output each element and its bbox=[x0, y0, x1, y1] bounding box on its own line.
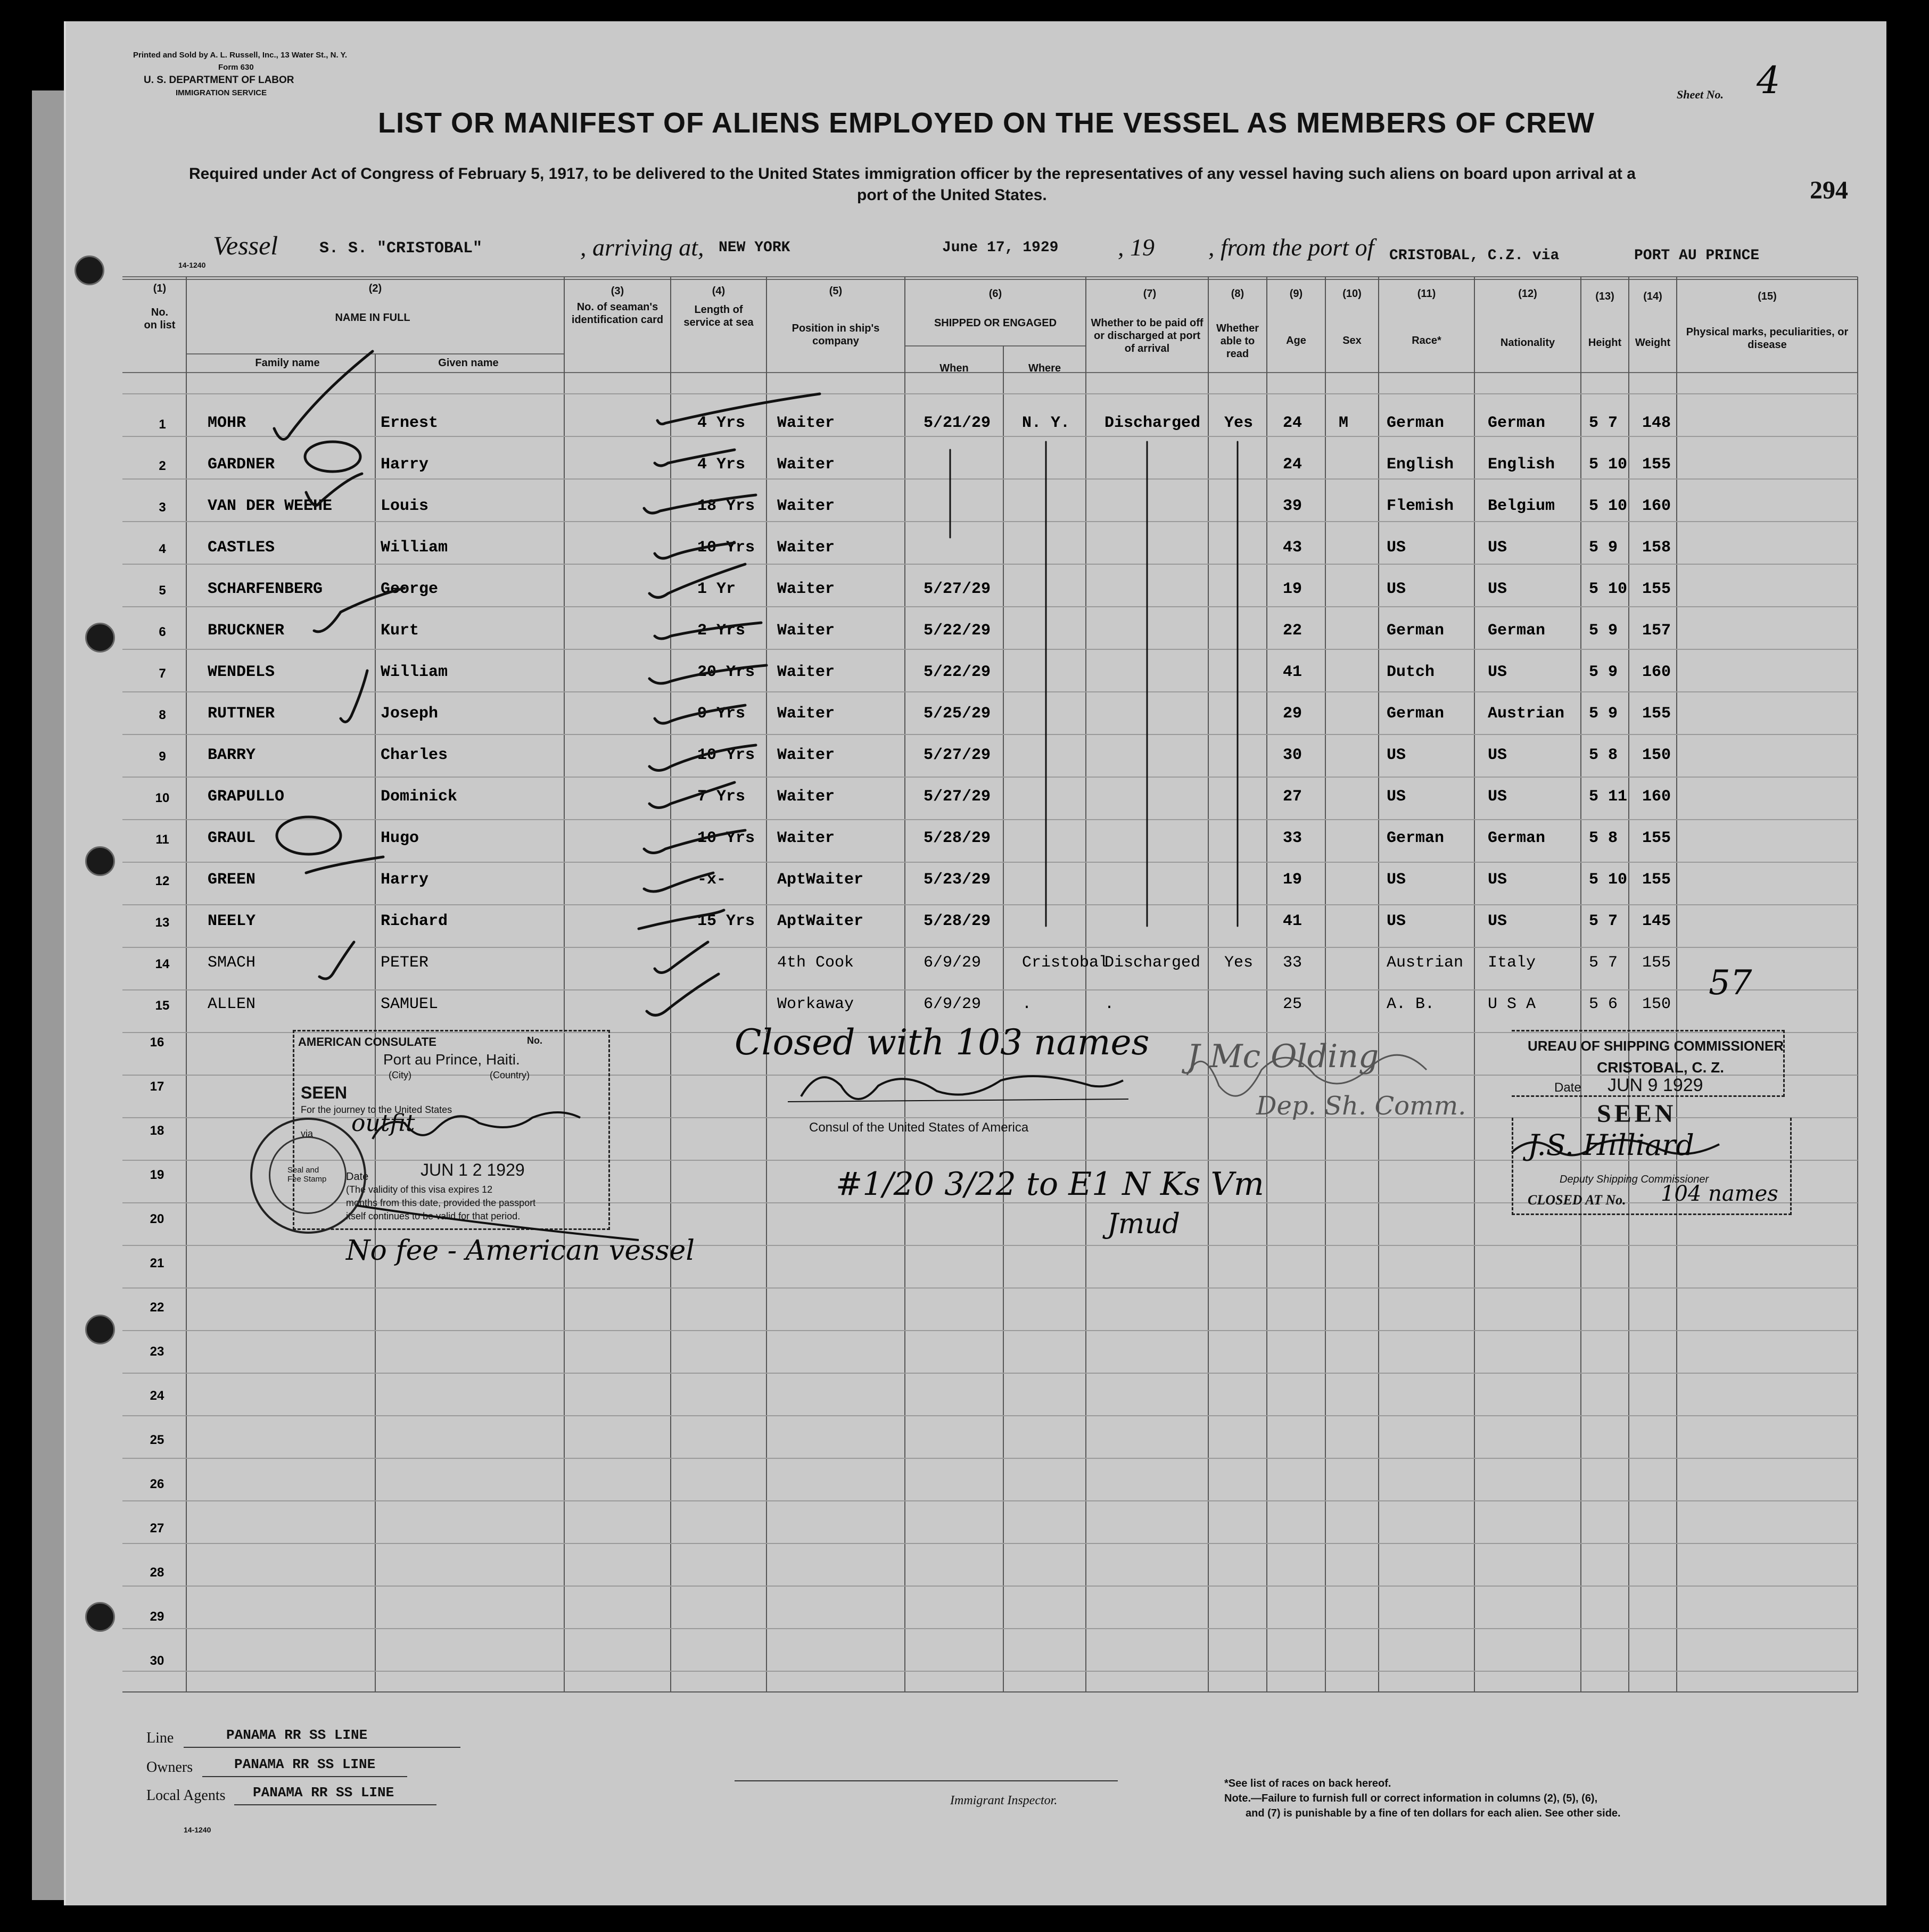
row-nationality: English bbox=[1488, 456, 1555, 474]
col-8-label: Whether able to read bbox=[1216, 323, 1259, 360]
row-given: William bbox=[381, 539, 448, 557]
row-service: 10 Yrs bbox=[697, 746, 755, 764]
row-when: 6/9/29 bbox=[924, 995, 982, 1013]
vessel-name: S. S. "CRISTOBAL" bbox=[319, 240, 483, 258]
page-title: LIST OR MANIFEST OF ALIENS EMPLOYED ON THE VESSEL AS MEMBERS OF CREW bbox=[378, 107, 1595, 139]
col-2-label: NAME IN FULL bbox=[335, 312, 410, 324]
form-code: 14-1240 bbox=[178, 261, 206, 269]
col-1-label: No. on list bbox=[144, 307, 176, 331]
row-position: Waiter bbox=[777, 580, 835, 598]
row-age: 41 bbox=[1283, 663, 1303, 681]
col-15-num: (15) bbox=[1758, 291, 1777, 302]
row-n: 6 bbox=[159, 625, 166, 639]
col-4-label: Length of service at sea bbox=[683, 304, 754, 328]
line-label: Line bbox=[146, 1730, 174, 1746]
row-given: Kurt bbox=[381, 622, 419, 640]
row-given: Richard bbox=[381, 912, 448, 930]
row-weight: 160 bbox=[1642, 497, 1671, 515]
arriving-port: NEW YORK bbox=[719, 240, 790, 256]
consulate-via: via bbox=[301, 1128, 314, 1139]
row-weight: 160 bbox=[1642, 663, 1671, 681]
footer-divider bbox=[122, 1691, 1858, 1692]
consulate-city-label: (City) bbox=[389, 1070, 411, 1080]
col-8-num: (8) bbox=[1231, 288, 1244, 300]
row-position: Waiter bbox=[777, 705, 835, 723]
row-weight: 148 bbox=[1642, 414, 1671, 432]
row-given: George bbox=[381, 580, 439, 598]
row-family: GRAUL bbox=[208, 829, 256, 847]
subtitle-line-1: Required under Act of Congress of February 5, 1917, to be delivered to the United States immigration officer by the representatives of any vessel having such aliens on board upon arrival at a bbox=[189, 165, 1636, 183]
consul-note: #1/20 3/22 to E1 N Ks Vm bbox=[836, 1166, 1264, 1203]
row-nationality: US bbox=[1488, 580, 1507, 598]
row-family: SMACH bbox=[208, 954, 256, 972]
col-13-label: Height bbox=[1588, 337, 1622, 349]
row-age: 24 bbox=[1283, 414, 1303, 432]
consulate-seen: SEEN bbox=[301, 1083, 348, 1102]
row-given: Hugo bbox=[381, 829, 419, 847]
row-race: US bbox=[1387, 580, 1406, 598]
consulate-country-label: (Country) bbox=[490, 1070, 530, 1080]
row-age: 43 bbox=[1283, 539, 1303, 557]
department: U. S. DEPARTMENT OF LABOR bbox=[144, 75, 294, 86]
footer-note-2: Note.—Failure to furnish full or correct information in columns (2), (5), (6), bbox=[1224, 1793, 1598, 1804]
consulate-city: Port au Prince, Haiti. bbox=[383, 1051, 520, 1068]
row-service: 1 Yr bbox=[697, 580, 736, 598]
row-where: Cristobal bbox=[1022, 954, 1109, 972]
row-n: 15 bbox=[155, 998, 170, 1013]
row-when: 5/22/29 bbox=[924, 622, 991, 640]
row-given: Louis bbox=[381, 497, 429, 515]
row-position: Waiter bbox=[777, 829, 835, 847]
year-label: , 19 bbox=[1118, 234, 1155, 261]
row-discharged: Discharged bbox=[1104, 954, 1201, 972]
owners-value: PANAMA RR SS LINE bbox=[234, 1756, 376, 1772]
col-9-num: (9) bbox=[1289, 288, 1303, 300]
row-weight: 157 bbox=[1642, 622, 1671, 640]
row-race: German bbox=[1387, 414, 1445, 432]
col-1-num: (1) bbox=[153, 283, 167, 294]
consulate-hand-fee: No fee - American vessel bbox=[346, 1235, 695, 1267]
row-service: 4 Yrs bbox=[697, 456, 746, 474]
row-when: 5/21/29 bbox=[924, 414, 991, 432]
row-service: 15 Yrs bbox=[697, 912, 755, 930]
row-sex: M bbox=[1339, 414, 1349, 432]
consul-caption: Consul of the United States of America bbox=[809, 1120, 1029, 1135]
row-nationality: US bbox=[1488, 871, 1507, 889]
row-nationality: Italy bbox=[1488, 954, 1536, 972]
row-service: 20 Yrs bbox=[697, 663, 755, 681]
sheet-label: Sheet No. bbox=[1677, 88, 1724, 101]
row-age: 33 bbox=[1283, 829, 1303, 847]
owners-rule bbox=[202, 1776, 407, 1777]
row-number: 19 bbox=[150, 1168, 164, 1182]
row-age: 24 bbox=[1283, 456, 1303, 474]
row-weight: 160 bbox=[1642, 788, 1671, 806]
row-when: 5/23/29 bbox=[924, 871, 991, 889]
row-given: Ernest bbox=[381, 414, 439, 432]
col-6-label: SHIPPED OR ENGAGED bbox=[934, 317, 1057, 329]
row-position: AptWaiter bbox=[777, 912, 864, 930]
row-n: 3 bbox=[159, 500, 166, 515]
row-race: English bbox=[1387, 456, 1454, 474]
row-n: 5 bbox=[159, 583, 166, 598]
row-weight: 158 bbox=[1642, 539, 1671, 557]
row-weight: 155 bbox=[1642, 580, 1671, 598]
row-race: Austrian bbox=[1387, 954, 1464, 972]
row-position: Waiter bbox=[777, 456, 835, 474]
col-11-num: (11) bbox=[1417, 288, 1436, 300]
row-given: PETER bbox=[381, 954, 429, 972]
row-when: 5/22/29 bbox=[924, 663, 991, 681]
row-service: 18 Yrs bbox=[697, 497, 755, 515]
row-age: 39 bbox=[1283, 497, 1303, 515]
subtitle-line-2: port of the United States. bbox=[857, 186, 1047, 204]
shipping-stamp-role: Deputy Shipping Commissioner bbox=[1560, 1174, 1709, 1185]
row-family: GRAPULLO bbox=[208, 788, 285, 806]
service: IMMIGRATION SERVICE bbox=[176, 88, 267, 97]
row-service: 7 Yrs bbox=[697, 788, 746, 806]
row-given: Harry bbox=[381, 456, 429, 474]
row-nationality: US bbox=[1488, 788, 1507, 806]
row-number: 25 bbox=[150, 1433, 164, 1447]
row-age: 30 bbox=[1283, 746, 1303, 764]
row-family: GREEN bbox=[208, 871, 256, 889]
row-family: SCHARFENBERG bbox=[208, 580, 323, 598]
row-height: 5 9 bbox=[1589, 539, 1618, 557]
col-7-label: Whether to be paid off or discharged at port of arrival bbox=[1091, 317, 1203, 354]
row-weight: 155 bbox=[1642, 829, 1671, 847]
row-nationality: US bbox=[1488, 746, 1507, 764]
row-service: 10 Yrs bbox=[697, 829, 755, 847]
consulate-header: AMERICAN CONSULATE bbox=[298, 1035, 436, 1048]
col-3-label: No. of seaman's identification card bbox=[571, 301, 664, 326]
row-race: German bbox=[1387, 622, 1445, 640]
row-race: US bbox=[1387, 746, 1406, 764]
row-when: 5/27/29 bbox=[924, 580, 991, 598]
shipping-stamp-closed-label: CLOSED AT No. bbox=[1528, 1192, 1626, 1208]
row-weight: 150 bbox=[1642, 995, 1671, 1013]
row-age: 22 bbox=[1283, 622, 1303, 640]
row-age: 25 bbox=[1283, 995, 1303, 1013]
footer-code: 14-1240 bbox=[184, 1826, 211, 1834]
row-height: 5 7 bbox=[1589, 414, 1618, 432]
row-height: 5 9 bbox=[1589, 705, 1618, 723]
shipping-stamp-line1: UREAU OF SHIPPING COMMISSIONER bbox=[1528, 1038, 1784, 1054]
row-age: 29 bbox=[1283, 705, 1303, 723]
footer-note-3: and (7) is punishable by a fine of ten dollars for each alien. See other side. bbox=[1246, 1807, 1621, 1819]
row-weight: 155 bbox=[1642, 954, 1671, 972]
col-6-num: (6) bbox=[988, 288, 1002, 300]
col-2-num: (2) bbox=[368, 283, 382, 294]
row-height: 5 10 bbox=[1589, 497, 1628, 515]
row-number: 29 bbox=[150, 1609, 164, 1624]
row-given: Dominick bbox=[381, 788, 458, 806]
row-position: Waiter bbox=[777, 414, 835, 432]
col-13-num: (13) bbox=[1595, 291, 1614, 302]
via-port: PORT AU PRINCE bbox=[1634, 247, 1760, 264]
row-race: German bbox=[1387, 829, 1445, 847]
row-height: 5 9 bbox=[1589, 622, 1618, 640]
col-12-label: Nationality bbox=[1500, 337, 1555, 349]
consulate-validity-2: months from this date, provided the passport bbox=[346, 1198, 536, 1208]
col-6-where: Where bbox=[1028, 362, 1061, 374]
row-nationality: US bbox=[1488, 539, 1507, 557]
consul-closed-note: Closed with 103 names bbox=[735, 1022, 1150, 1063]
from-port-label: , from the port of bbox=[1208, 234, 1374, 261]
sheet-number: 4 bbox=[1757, 59, 1780, 102]
row-when: 5/28/29 bbox=[924, 829, 991, 847]
row-family: BRUCKNER bbox=[208, 622, 285, 640]
row-age: 19 bbox=[1283, 871, 1303, 889]
row-family: VAN DER WEEHE bbox=[208, 497, 333, 515]
col-7-num: (7) bbox=[1143, 288, 1157, 300]
row-position: Waiter bbox=[777, 539, 835, 557]
row-n: 13 bbox=[155, 915, 170, 930]
col-11-label: Race* bbox=[1412, 335, 1441, 346]
consulate-date: JUN 1 2 1929 bbox=[421, 1160, 525, 1179]
inspector-label: Immigrant Inspector. bbox=[950, 1794, 1058, 1807]
consulate-no-label: No. bbox=[527, 1035, 542, 1046]
row-nationality: U S A bbox=[1488, 995, 1536, 1013]
form-number: Form 630 bbox=[218, 63, 254, 72]
row-n: 7 bbox=[159, 666, 166, 681]
row-given: Charles bbox=[381, 746, 448, 764]
row15-mark: 57 bbox=[1709, 963, 1752, 1003]
row-height: 5 7 bbox=[1589, 954, 1618, 972]
footer-note-1: *See list of races on back hereof. bbox=[1224, 1778, 1391, 1789]
from-port: CRISTOBAL, C.Z. via bbox=[1389, 247, 1560, 264]
shipping-stamp-closed-value: 104 names bbox=[1661, 1182, 1778, 1206]
row-when: 5/27/29 bbox=[924, 746, 991, 764]
row-service: 9 Yrs bbox=[697, 705, 746, 723]
row-nationality: US bbox=[1488, 663, 1507, 681]
row-age: 33 bbox=[1283, 954, 1303, 972]
row-number: 26 bbox=[150, 1477, 164, 1491]
row-nationality: German bbox=[1488, 414, 1546, 432]
row-n: 12 bbox=[155, 874, 170, 888]
row-number: 16 bbox=[150, 1035, 164, 1050]
row-position: Waiter bbox=[777, 788, 835, 806]
row-position: Waiter bbox=[777, 497, 835, 515]
row-position: Waiter bbox=[777, 663, 835, 681]
row-family: GARDNER bbox=[208, 456, 275, 474]
row-weight: 145 bbox=[1642, 912, 1671, 930]
row-position: AptWaiter bbox=[777, 871, 864, 889]
row-height: 5 10 bbox=[1589, 871, 1628, 889]
consulate-validity-3: itself continues to be valid for that period. bbox=[346, 1211, 521, 1221]
arriving-label: , arriving at, bbox=[580, 234, 704, 261]
row-weight: 155 bbox=[1642, 456, 1671, 474]
row-number: 22 bbox=[150, 1300, 164, 1315]
row-weight: 155 bbox=[1642, 705, 1671, 723]
shipping-stamp-seen: SEEN bbox=[1597, 1100, 1677, 1128]
row-family: MOHR bbox=[208, 414, 246, 432]
col-5-label: Position in ship's company bbox=[792, 323, 880, 347]
inspector-rule bbox=[735, 1780, 1118, 1781]
row-number: 27 bbox=[150, 1521, 164, 1535]
row-given: Harry bbox=[381, 871, 429, 889]
row-race: US bbox=[1387, 871, 1406, 889]
row-number: 24 bbox=[150, 1389, 164, 1403]
row-discharged: Discharged bbox=[1104, 414, 1201, 432]
row-n: 4 bbox=[159, 542, 166, 556]
row-n: 9 bbox=[159, 749, 166, 764]
row-number: 17 bbox=[150, 1079, 164, 1094]
row-position: Waiter bbox=[777, 746, 835, 764]
row-race: US bbox=[1387, 788, 1406, 806]
row-number: 20 bbox=[150, 1212, 164, 1226]
row-service: 4 Yrs bbox=[697, 414, 746, 432]
col-12-num: (12) bbox=[1518, 288, 1537, 300]
col-5-num: (5) bbox=[829, 285, 843, 297]
row-n: 11 bbox=[155, 832, 169, 847]
row-when: 6/9/29 bbox=[924, 954, 982, 972]
row-read: Yes bbox=[1224, 954, 1254, 972]
row-number: 18 bbox=[150, 1124, 164, 1138]
row-when: 5/28/29 bbox=[924, 912, 991, 930]
col-10-num: (10) bbox=[1342, 288, 1362, 300]
consulate-seal-label: Seal and Fee Stamp bbox=[287, 1166, 327, 1184]
col-15-label: Physical marks, peculiarities, or disease bbox=[1686, 326, 1849, 351]
row-when: 5/25/29 bbox=[924, 705, 991, 723]
row-age: 41 bbox=[1283, 912, 1303, 930]
row-service: -x- bbox=[697, 871, 727, 889]
row-height: 5 10 bbox=[1589, 580, 1628, 598]
col-9-label: Age bbox=[1286, 335, 1306, 346]
page-number: 294 bbox=[1810, 176, 1848, 204]
agents-rule bbox=[234, 1804, 436, 1805]
row-height: 5 8 bbox=[1589, 829, 1618, 847]
line-value: PANAMA RR SS LINE bbox=[226, 1727, 368, 1743]
row-where: N. Y. bbox=[1022, 414, 1070, 432]
consulate-date-label: Date bbox=[346, 1171, 369, 1183]
shipping-stamp-signature: J.S. Hilliard bbox=[1528, 1128, 1694, 1162]
arrival-date: June 17, 1929 bbox=[942, 240, 1059, 256]
row-discharged: . bbox=[1104, 995, 1115, 1013]
shipping-stamp-date: JUN 9 1929 bbox=[1608, 1075, 1703, 1095]
vessel-label: Vessel bbox=[213, 230, 278, 260]
row-weight: 155 bbox=[1642, 871, 1671, 889]
row-when: 5/27/29 bbox=[924, 788, 991, 806]
row-race: US bbox=[1387, 912, 1406, 930]
agents-label: Local Agents bbox=[146, 1787, 226, 1804]
row-number: 23 bbox=[150, 1344, 164, 1359]
row-family: CASTLES bbox=[208, 539, 275, 557]
owners-label: Owners bbox=[146, 1759, 193, 1776]
row-n: 1 bbox=[159, 417, 166, 432]
row-read: Yes bbox=[1224, 414, 1254, 432]
col-14-num: (14) bbox=[1643, 291, 1662, 302]
row-height: 5 10 bbox=[1589, 456, 1628, 474]
row-service: 2 Yrs bbox=[697, 622, 746, 640]
row-weight: 150 bbox=[1642, 746, 1671, 764]
shipping-stamp-line2: CRISTOBAL, C. Z. bbox=[1597, 1059, 1725, 1076]
row-height: 5 7 bbox=[1589, 912, 1618, 930]
consul-initials: Jmud bbox=[1107, 1208, 1180, 1240]
consulate-journey: For the journey to the United States bbox=[301, 1104, 452, 1115]
row-race: US bbox=[1387, 539, 1406, 557]
row-given: SAMUEL bbox=[381, 995, 439, 1013]
row-nationality: Belgium bbox=[1488, 497, 1555, 515]
agents-value: PANAMA RR SS LINE bbox=[253, 1785, 394, 1801]
shipping-stamp-date-label: Date bbox=[1554, 1080, 1581, 1095]
row-n: 2 bbox=[159, 459, 166, 473]
second-signature: J Mc Olding bbox=[1187, 1038, 1379, 1075]
row-position: 4th Cook bbox=[777, 954, 854, 972]
row-family: WENDELS bbox=[208, 663, 275, 681]
col-14-label: Weight bbox=[1635, 337, 1671, 349]
col-10-label: Sex bbox=[1342, 335, 1362, 346]
row-height: 5 9 bbox=[1589, 663, 1618, 681]
row-service: 10 Yrs bbox=[697, 539, 755, 557]
row-race: Dutch bbox=[1387, 663, 1435, 681]
printer-line: Printed and Sold by A. L. Russell, Inc., 13 Water St., N. Y. bbox=[133, 51, 348, 60]
row-n: 8 bbox=[159, 708, 166, 722]
row-race: German bbox=[1387, 705, 1445, 723]
line-rule bbox=[184, 1747, 460, 1748]
row-race: Flemish bbox=[1387, 497, 1454, 515]
row-n: 14 bbox=[155, 957, 170, 971]
row-nationality: German bbox=[1488, 829, 1546, 847]
row-family: BARRY bbox=[208, 746, 256, 764]
row-number: 30 bbox=[150, 1654, 164, 1668]
col-3-num: (3) bbox=[611, 285, 624, 297]
row-position: Waiter bbox=[777, 622, 835, 640]
row-position: Workaway bbox=[777, 995, 854, 1013]
row-nationality: US bbox=[1488, 912, 1507, 930]
col-4-num: (4) bbox=[712, 285, 726, 297]
row-family: NEELY bbox=[208, 912, 256, 930]
row-age: 27 bbox=[1283, 788, 1303, 806]
row-height: 5 6 bbox=[1589, 995, 1618, 1013]
row-n: 10 bbox=[155, 791, 170, 805]
second-signature-title: Dep. Sh. Comm. bbox=[1256, 1091, 1466, 1121]
row-given: Joseph bbox=[381, 705, 439, 723]
row-nationality: Austrian bbox=[1488, 705, 1565, 723]
col-2-family: Family name bbox=[255, 357, 320, 369]
row-race: A. B. bbox=[1387, 995, 1435, 1013]
row-height: 5 8 bbox=[1589, 746, 1618, 764]
row-number: 28 bbox=[150, 1565, 164, 1580]
row-family: ALLEN bbox=[208, 995, 256, 1013]
col-2-given: Given name bbox=[438, 357, 499, 369]
row-number: 21 bbox=[150, 1256, 164, 1270]
consulate-validity-1: (The validity of this visa expires 12 bbox=[346, 1184, 493, 1195]
row-nationality: German bbox=[1488, 622, 1546, 640]
row-where: . bbox=[1022, 995, 1032, 1013]
row-age: 19 bbox=[1283, 580, 1303, 598]
row-family: RUTTNER bbox=[208, 705, 275, 723]
col-6-when: When bbox=[939, 362, 969, 374]
row-height: 5 11 bbox=[1589, 788, 1628, 806]
consulate-hand-outfit: outfit bbox=[351, 1110, 415, 1137]
row-given: William bbox=[381, 663, 448, 681]
